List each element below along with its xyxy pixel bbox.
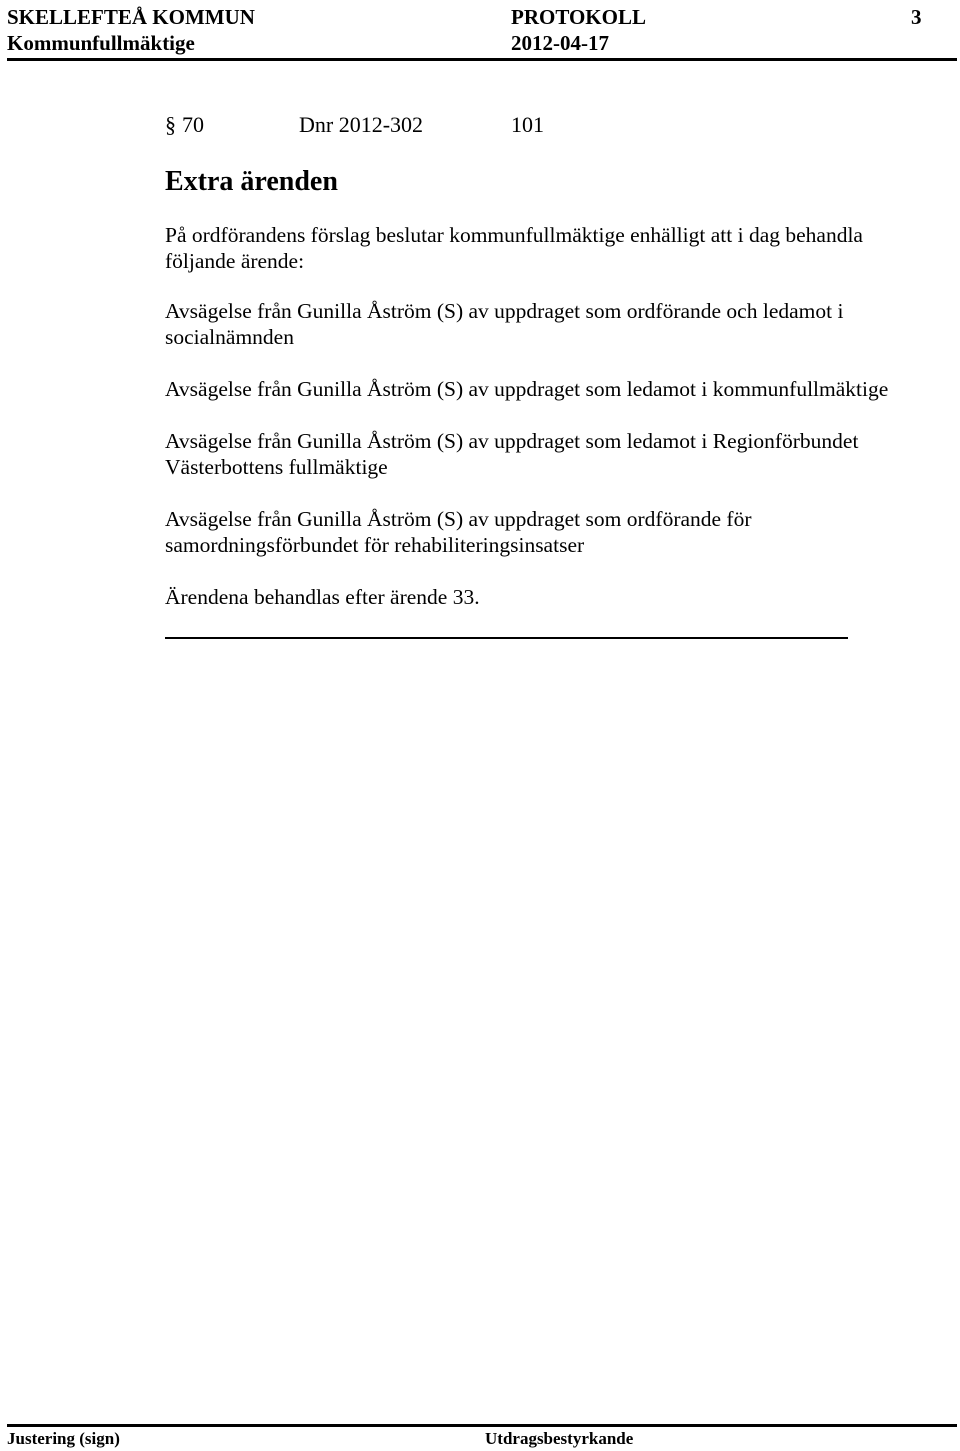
header-page-number: 3 bbox=[911, 5, 922, 29]
section-code: 101 bbox=[511, 112, 544, 137]
header-body: Kommunfullmäktige bbox=[7, 31, 195, 55]
footer-divider bbox=[7, 1424, 957, 1427]
paragraph-item-3: Avsägelse från Gunilla Åström (S) av uppdraget som ledamot i Regionförbundet Västerbottens fullmäktige bbox=[165, 429, 859, 479]
section-title: Extra ärenden bbox=[165, 166, 338, 197]
header-date: 2012-04-17 bbox=[511, 31, 609, 55]
header-divider bbox=[7, 58, 957, 61]
section-symbol: § bbox=[165, 112, 176, 137]
header-doc-type: PROTOKOLL bbox=[511, 5, 646, 29]
section-end-rule bbox=[165, 637, 848, 639]
paragraph-item-2: Avsägelse från Gunilla Åström (S) av uppdraget som ledamot i kommunfullmäktige bbox=[165, 377, 889, 401]
section-number: 70 bbox=[182, 112, 204, 137]
paragraph-item-1: Avsägelse från Gunilla Åström (S) av uppdraget som ordförande och ledamot i socialnämnden bbox=[165, 299, 844, 349]
paragraph-intro: På ordförandens förslag beslutar kommunfullmäktige enhälligt att i dag behandla följande ärende: bbox=[165, 223, 863, 273]
paragraph-closing: Ärendena behandlas efter ärende 33. bbox=[165, 585, 480, 609]
header-org: SKELLEFTEÅ KOMMUN bbox=[7, 5, 255, 29]
paragraph-item-4: Avsägelse från Gunilla Åström (S) av uppdraget som ordförande för samordningsförbundet för rehabiliteringsinsatser bbox=[165, 507, 752, 557]
section-dnr: Dnr 2012-302 bbox=[299, 112, 424, 137]
footer-justering: Justering (sign) bbox=[7, 1429, 120, 1448]
footer-utdragsbestyrkande: Utdragsbestyrkande bbox=[485, 1429, 634, 1448]
